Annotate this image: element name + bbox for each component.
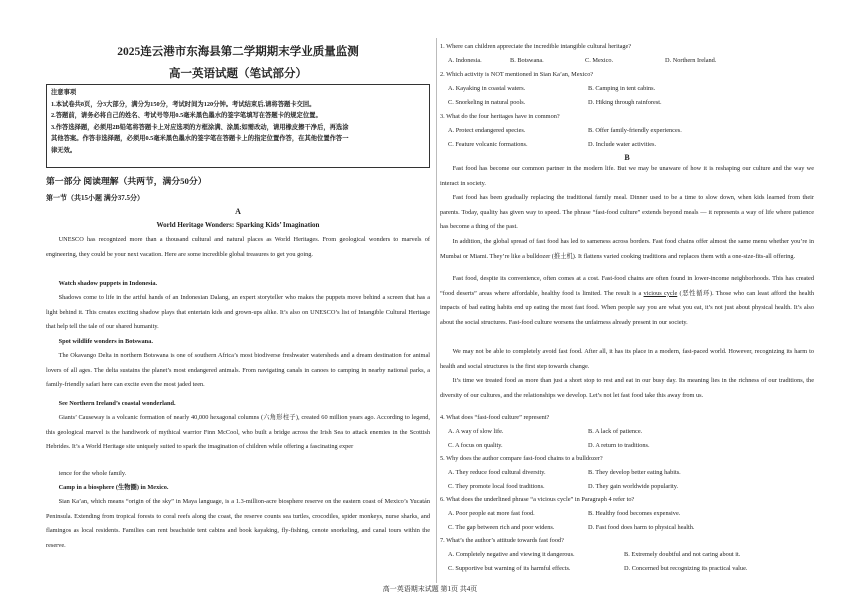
option: A. Protect endangered species. [448,127,526,134]
option: A. They reduce food cultural diversity. [448,469,546,476]
option: A. A way of slow life. [448,428,504,435]
question-1: 1. Where can children appreciate the incredible intangible cultural heritage? [440,43,632,50]
page-footer: 高一英语期末试题 第1页 共4页 [382,585,478,593]
section-text-ireland-cont: ience for the whole family. [58,470,127,477]
option: C. They promote local food traditions. [448,483,545,490]
notice-box [46,84,430,168]
passage-a-title: World Heritage Wonders: Sparking Kids’ Imagination [156,221,320,229]
option: C. The gap between rich and poor widens. [448,524,555,531]
question-2: 2. Which activity is NOT mentioned in Sian Ka’an, Mexico? [440,71,594,78]
option: D. Include water activities. [588,141,657,148]
option: D. Fast food does harm to physical health. [588,524,695,531]
option: C. Feature volcanic formations. [448,141,528,148]
passage-b-p4 [440,272,814,330]
section-heading-mexico: Camp in a biosphere (生物圈) in Mexico. [58,484,169,491]
p4-text-a: Fast food, despite its convenience, often comes at a cost. Fast-food chains are often found in lower-income neighborhoods. This has created “food deserts” areas where affordable, healthy food is limited. The result is a [440,275,814,297]
section-heading-ireland: See Northern Ireland’s coastal wonderland. [58,400,176,407]
passage-a-intro: UNESCO has recognized more than a thousand cultural and natural places as World Heritages. From geological wonders to marvels of engineering, they could be your next vacation. Here are some incredible global treasures to get you going. [46,236,430,258]
section-heading-botswana: Spot wildlife wonders in Botswana. [58,338,153,345]
option: D. Hiking through rainforest. [588,99,662,106]
option: C. A focus on quality. [448,442,503,449]
underlined-phrase: vicious cycle [643,289,678,297]
option: C. Mexico. [585,57,614,64]
notice-heading: 注意事项 [51,89,77,96]
option: D. Northern Ireland. [665,57,717,64]
option: B. Healthy food becomes expensive. [588,510,681,517]
question-5: 5. Why does the author compare fast-food chains to a bulldozer? [440,455,603,462]
option: B. They develop better eating habits. [588,469,681,476]
passage-b-p6: It’s time we treated food as more than just a short stop to rest and eat in our busy day. Its meaning lies in the richness of our traditions, the diversity of our cultures, and the relationships we develop. Let’s not let fast food take this away from us. [440,377,814,399]
option: D. They gain worldwide popularity. [588,483,679,490]
option: B. Extremely doubtful and not caring about it. [624,551,741,558]
notice-item: 3.作答选择题，必须用2B铅笔将答题卡上对应选项的方框涂满、涂黑;如需改动，请用橡皮擦干净后，再选涂 [51,123,349,131]
option: B. A lack of patience. [588,428,643,435]
passage-b-p1: Fast food has become our common partner in the modern life. But we may be unaware of how it is reshaping our culture and the way we interact in society. [440,165,814,187]
exam-title: 2025连云港市东海县第二学期期末学业质量监测 [117,46,359,58]
section-text-mexico: Sian Ka’an, which means “origin of the sky” in Maya language, is a 1.3-million-acre biosphere reserve on the eastern coast of Mexico’s Yucatán Peninsula. Extending from tropical forests to coral reefs along the coast, the reserve counts sea turtles, crocodiles, spider monkeys, nurse sharks, and flamingos as local residents. Families can rent beachside tent cabins and book kayaking, fly-fishing, cenote snorkeling, and canal tours within the reserve. [46,498,430,549]
passage-b-p2: Fast food has been gradually replacing the traditional family meal. Dinner used to be a time to slow down, when kids learned from their parents. Today, quality has given way to speed. The phrase “fast-food culture” extends beyond meals — it represents a way of life where patience has become a thing of the past. [440,194,814,231]
option: D. Concerned but recognizing its practical value. [624,565,748,572]
notice-item: 1.本试卷共8页，分3大部分，满分为150分，考试时间为120分钟。考试结束后,请将答题卡交回。 [51,100,316,108]
option: B. Offer family-friendly experiences. [588,127,682,134]
question-4: 4. What does “fast-food culture” represent? [440,414,550,421]
question-6: 6. What does the underlined phrase “a vicious cycle” in Paragraph 4 refer to? [440,496,635,503]
section-text-indonesia: Shadows come to life in the artful hands of an Indonesian Dalang, an expert storyteller who makes the puppets move behind a screen that has a light behind it. This creates exciting shadow plays that entertain kids and grown-ups alike. It’s also on UNESCO’s list of Intangible Cultural Heritage that help tell the tale of our shared humanity. [46,294,430,331]
p4-text-b: (恶性循环). Those who can least afford the health impacts of bad eating habits end up eating the most fast food. When people say you are what you eat, it’s not just about physical health. It’s also about the social structures. Fast-food culture worsens the unfairness already present in our society. [440,289,815,326]
section1-heading: 第一节（共15小题 满分37.5分） [46,194,144,202]
question-3: 3. What do the four heritages have in common? [440,113,560,120]
part1-heading: 第一部分 阅读理解（共两节，满分50分） [46,176,207,186]
question-7: 7. What’s the author’s attitude towards fast food? [440,537,564,544]
option: B. Camping in tent cabins. [588,85,656,92]
notice-item: 律无效。 [51,146,77,154]
notice-item: 其他答案。作答非选择题，必须用0.5毫米黑色墨水的签字笔在答题卡上的指定位置作答，在其他位置作答一 [51,135,349,143]
option: A. Kayaking in coastal waters. [448,85,526,92]
section-text-botswana: The Okavango Delta in northern Botswana is one of southern Africa’s most biodiverse freshwater watersheds and a dream destination for animal lovers of all ages. The delta sustains the planet’s most endangered animals. From navigating canals in canoes to camping in nearby national parks, a family-friendly safari here can excite even the most jaded teen. [46,352,430,389]
passage-b-letter: B [624,153,630,162]
passage-b-p3: In addition, the global spread of fast food has led to sameness across borders. Fast food chains offer almost the same menu whether you’re in Mumbai or Miami. They’re like a bulldozer (推土机). It flattens varied cooking traditions and replaces them with a one-size-fits-all offering. [440,238,814,260]
option: C. Supportive but warning of its harmful effects. [448,565,571,572]
section-heading-indonesia: Watch shadow puppets in Indonesia. [58,280,158,287]
option: D. A return to traditions. [588,442,650,449]
section-text-ireland: Giants’ Causeway is a volcanic formation of nearly 40,000 hexagonal columns (六角形柱子), created 60 million years ago. According to legend, this geological marvel is the handiwork of mythical warrior Finn McCool, who built a bridge across the Irish Sea to attack enemies in the Scottish Hebrides. It’s a World Heritage site uniquely suited to spark the imagination of children while offering a fascinating exper [46,414,430,451]
option: A. Indonesia. [448,57,482,64]
notice-item: 2.答题前，请务必将自己的姓名、考试号等用0.5毫米黑色墨水的签字笔填写在答题卡的规定位置。 [51,112,322,120]
passage-a-letter: A [235,207,241,216]
option: B. Botswana. [510,57,544,64]
passage-b-p5: We may not be able to completely avoid fast food. After all, it has its place in a modern, fast-paced world. However, recognizing its harm to health and social structures is the first step towards change. [440,348,814,370]
option: A. Poor people eat more fast food. [448,510,535,517]
column-divider [436,38,437,583]
option: C. Snorkeling in natural pools. [448,99,526,106]
exam-subtitle: 高一英语试题（笔试部分） [169,68,307,80]
option: A. Completely negative and viewing it dangerous. [448,551,575,558]
